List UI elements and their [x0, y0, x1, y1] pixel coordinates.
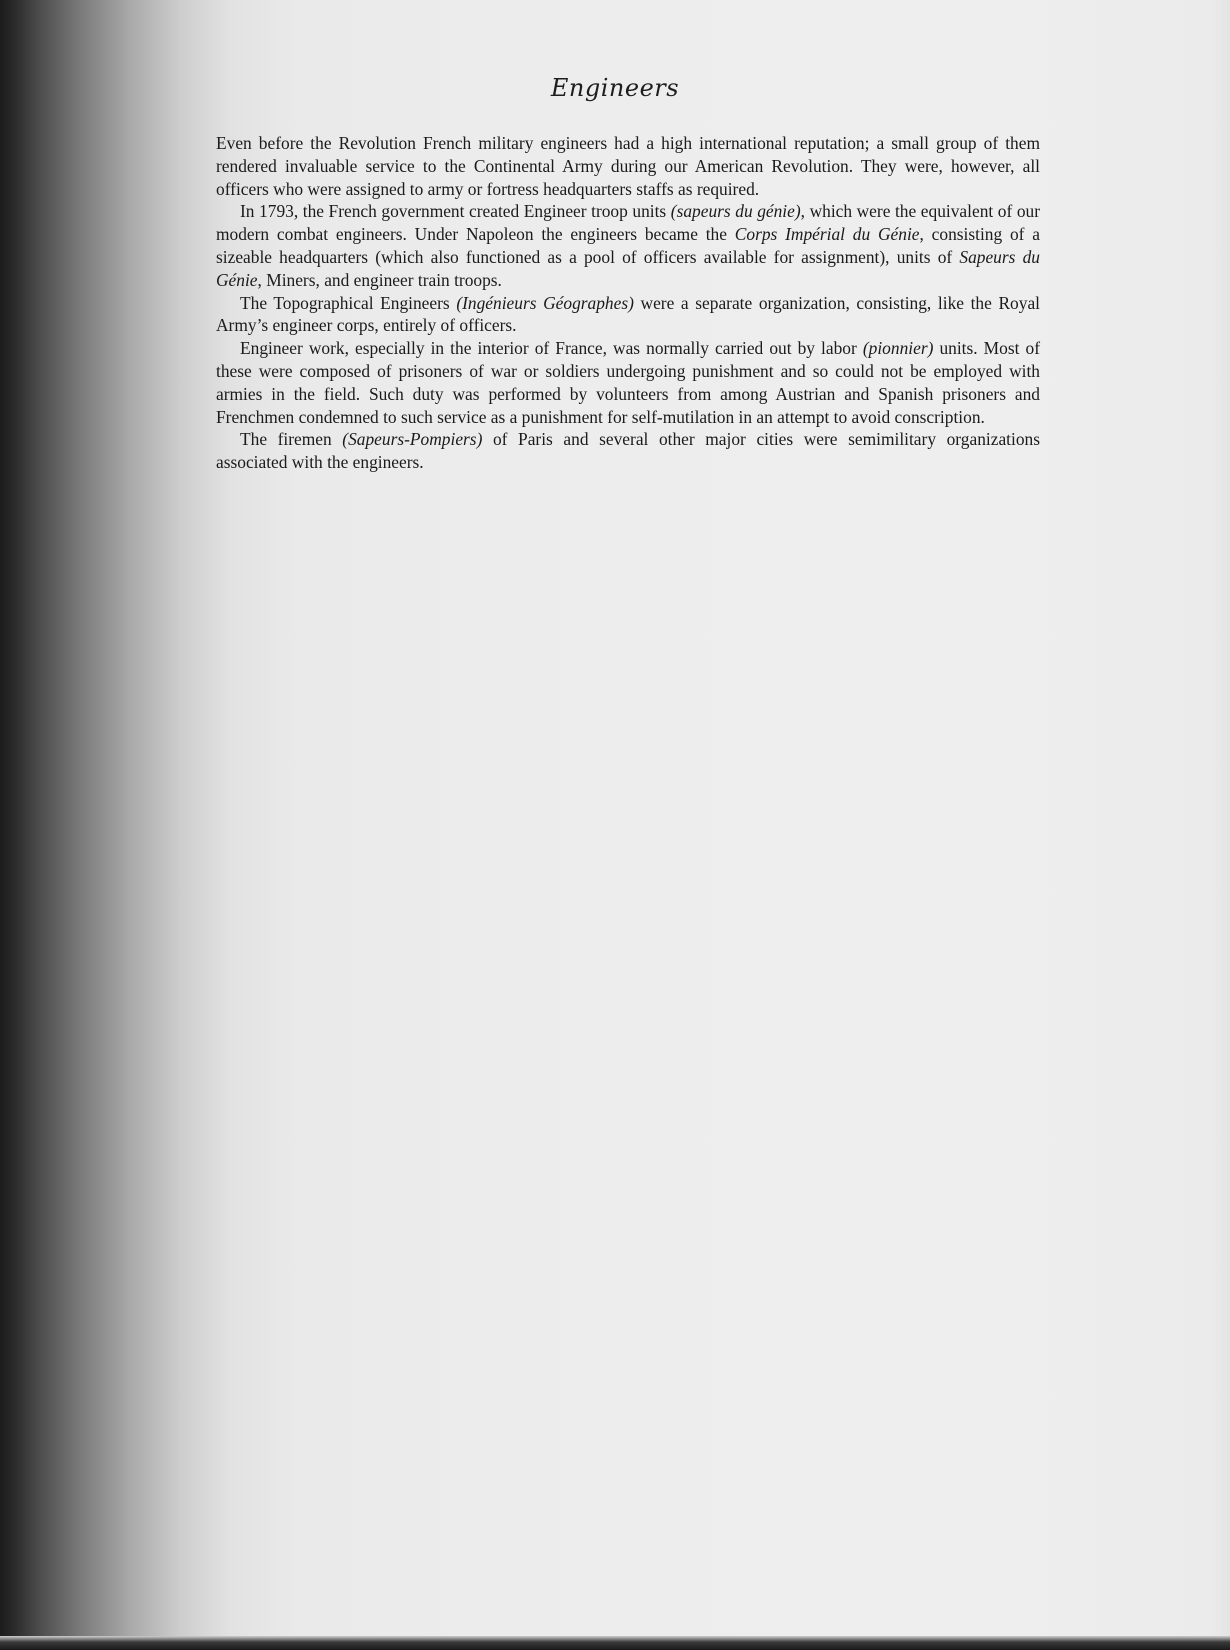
italic-term: (Sapeurs-Pompiers)	[342, 429, 483, 450]
body-text	[216, 132, 1040, 474]
text-segment: units. Most of these were composed of prisoners of war or soldiers undergoing punishment and so could not be employed with armies in the field. Such duty was performed by volunteers from among Austrian and Spanish prisoners and Frenchmen condemned to such service as a punishment for self-mutilation in an attempt to avoid conscription.	[216, 338, 1040, 427]
text-segment: Engineer work, especially in the interior of France, was normally carried out by labor	[240, 338, 863, 359]
italic-term: (Ingénieurs Géographes)	[456, 292, 634, 313]
italic-term: Sapeurs du Génie	[216, 246, 1040, 290]
page-title: Engineers	[550, 74, 680, 102]
text-segment: The Topographical Engineers	[240, 292, 457, 313]
text-segment: , Miners, and engineer train troops.	[257, 269, 502, 290]
text-segment: In 1793, the French government created Engineer troop units	[240, 201, 671, 222]
paragraph	[216, 132, 1040, 200]
text-segment: , consisting of a sizeable headquarters (which also functioned as a pool of officers available for assignment), units of	[216, 224, 1040, 267]
text-segment: Even before the Revolution French military engineers had a high international reputation; a small group of them rendered invaluable service to the Continental Army during our American Revolution. They were, however, all officers who were assigned to army or fortress headquarters staffs as required.	[216, 133, 1040, 199]
italic-term: (pionnier)	[862, 338, 934, 359]
text-segment: , which were the equivalent of our modern combat engineers. Under Napoleon the engineers became the	[216, 201, 1041, 245]
paragraph	[216, 428, 1040, 474]
italic-term: Corps Impérial du Génie	[734, 224, 920, 245]
paragraph	[216, 337, 1040, 428]
italic-term: (sapeurs du génie)	[670, 201, 801, 222]
text-segment: were a separate organization, consisting, like the Royal Army’s engineer corps, entirely of officers.	[216, 292, 1040, 336]
paragraph	[216, 200, 1040, 291]
text-segment: of Paris and several other major cities were semimilitary organizations associated with the engineers.	[216, 429, 1040, 473]
page-bottom-edge	[0, 1636, 1230, 1650]
paragraph	[216, 292, 1040, 338]
text-segment: The firemen	[240, 429, 343, 450]
